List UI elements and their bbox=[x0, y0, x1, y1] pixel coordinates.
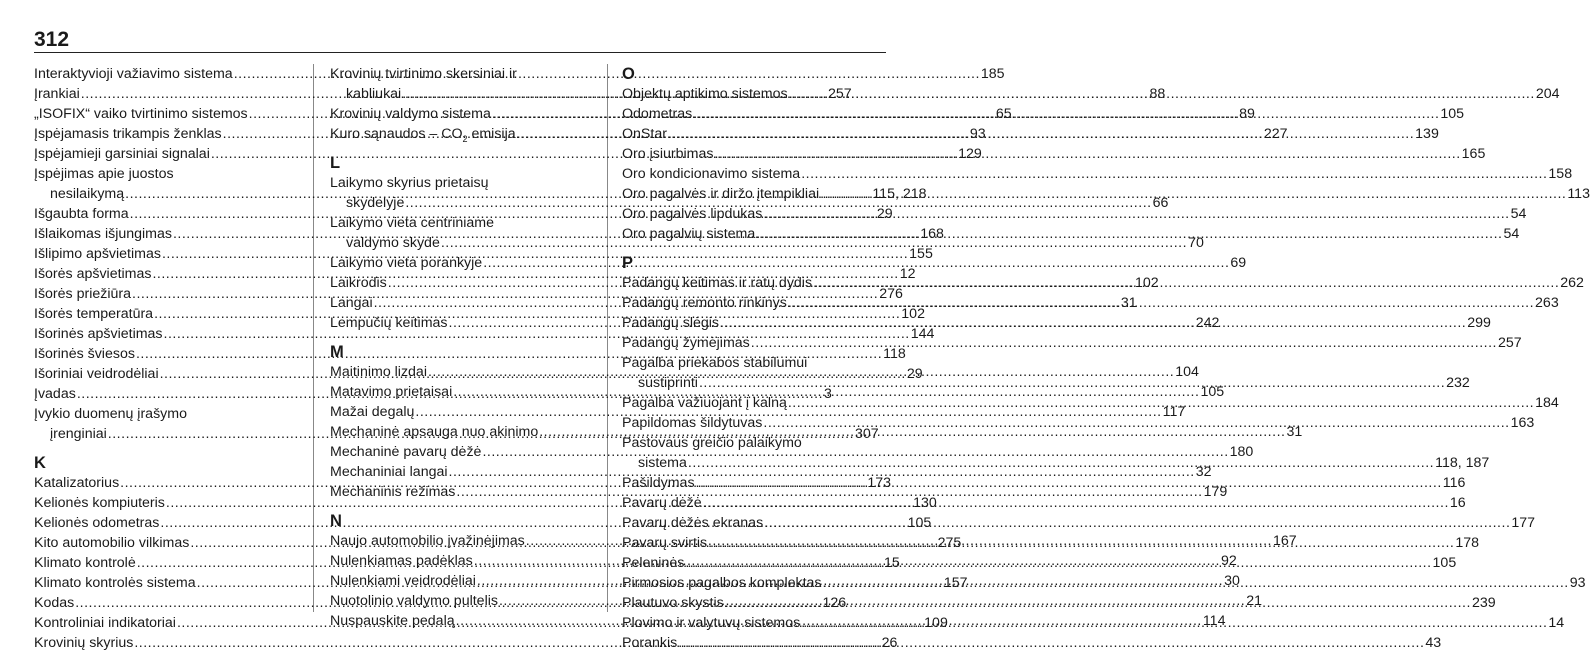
entry-label: Krovinių skyrius bbox=[34, 635, 134, 651]
entry-page-ref: 88 bbox=[1149, 86, 1166, 102]
entry-page-ref: 21 bbox=[1246, 593, 1262, 609]
entry-label: Nuotolinio valdymo pultelis bbox=[330, 593, 498, 609]
entry-label: kabliukai bbox=[346, 86, 402, 102]
entry-label: Pirmosios pagalbos komplektas bbox=[622, 575, 822, 591]
entry-label: valdymo skyde bbox=[346, 235, 440, 251]
entry-label: Įrankiai bbox=[34, 86, 80, 102]
dot-leader bbox=[787, 393, 1535, 413]
entry-page-ref: 32 bbox=[1195, 464, 1212, 480]
entry-page-ref: 102 bbox=[1135, 275, 1159, 291]
entry-label: Išoriniai veidrodėliai bbox=[34, 366, 159, 382]
dot-leader bbox=[724, 593, 1472, 613]
header-rule bbox=[34, 52, 886, 53]
entry-page-ref: 179 bbox=[1203, 484, 1228, 500]
index-entry-heading: Laikymo skyrius prietaisų bbox=[330, 175, 489, 191]
entry-page-ref: 109 bbox=[924, 615, 948, 631]
entry-label: Išorinės apšvietimas bbox=[34, 326, 163, 342]
entry-page-ref: 93 bbox=[1569, 575, 1586, 591]
entry-label: Kontroliniai indikatoriai bbox=[34, 615, 176, 631]
entry-page-ref: 185 bbox=[980, 66, 1005, 82]
section-letter: P bbox=[622, 254, 634, 272]
entry-page-ref: 242 bbox=[1195, 315, 1220, 331]
dot-leader bbox=[695, 473, 1443, 493]
entry-page-ref: 117 bbox=[1162, 404, 1186, 420]
index-entry bbox=[622, 164, 1573, 184]
entry-page-ref: 173 bbox=[867, 475, 892, 491]
entry-label: Maitinimo lizdai bbox=[330, 364, 427, 380]
entry-label: Įspėjamasis trikampis ženklas bbox=[34, 126, 222, 142]
section-letter: N bbox=[330, 512, 342, 530]
section-letter: O bbox=[622, 65, 635, 83]
entry-label: Odometras bbox=[622, 106, 693, 122]
entry-page-ref: 26 bbox=[881, 635, 898, 651]
entry-label: Įspėjamieji garsiniai signalai bbox=[34, 146, 210, 162]
entry-label: Išorinės šviesos bbox=[34, 346, 135, 362]
entry-label: Porankis bbox=[622, 635, 678, 651]
entry-page-ref: 158 bbox=[1548, 166, 1573, 182]
entry-page-ref: 104 bbox=[1175, 364, 1199, 380]
entry-label: Interaktyvioji važiavimo sistema bbox=[34, 66, 233, 82]
entry-label: Laikrodis bbox=[330, 275, 387, 291]
entry-page-ref: 54 bbox=[1510, 206, 1527, 222]
dot-leader bbox=[762, 413, 1510, 433]
dot-leader bbox=[692, 104, 1440, 124]
dot-leader bbox=[819, 184, 1567, 204]
entry-label: Langai bbox=[330, 295, 373, 311]
entry-page-ref: 118, 187 bbox=[1435, 455, 1490, 471]
entry-label: Pašildymas bbox=[622, 475, 695, 491]
entry-page-ref: 307 bbox=[855, 426, 879, 442]
entry-page-ref: 178 bbox=[1455, 535, 1480, 551]
entry-label: Oro įsiurbimas bbox=[622, 146, 714, 162]
entry-label: Plovimo ir valytuvų sistemos bbox=[622, 615, 801, 631]
entry-label: Mechaniniai langai bbox=[330, 464, 448, 480]
entry-page-ref: 257 bbox=[827, 86, 852, 102]
section-letter: K bbox=[34, 454, 46, 472]
entry-page-ref: 129 bbox=[958, 146, 982, 162]
dot-leader bbox=[787, 293, 1535, 313]
entry-page-ref: 167 bbox=[1273, 533, 1297, 549]
entry-label: sistema bbox=[638, 455, 687, 471]
dot-leader bbox=[707, 533, 1455, 553]
entry-page-ref: 257 bbox=[1497, 335, 1522, 351]
entry-label: Laikymo vieta porankyje bbox=[330, 255, 483, 271]
entry-page-ref: 115, 218 bbox=[872, 186, 927, 202]
entry-label: Krovinių valdymo sistema bbox=[330, 106, 491, 122]
entry-page-ref: 66 bbox=[1152, 195, 1169, 211]
dot-leader bbox=[762, 204, 1510, 224]
entry-page-ref: 12 bbox=[899, 266, 916, 282]
entry-label: Pavarų dėžės ekranas bbox=[622, 515, 764, 531]
entry-page-ref: 126 bbox=[822, 595, 847, 611]
entry-label: Objektų aptikimo sistemos bbox=[622, 86, 788, 102]
dot-leader bbox=[667, 124, 1415, 144]
entry-page-ref: 105 bbox=[1440, 106, 1465, 122]
entry-label: Peleninės bbox=[622, 555, 685, 571]
entry-page-ref: 15 bbox=[883, 555, 900, 571]
dot-leader bbox=[702, 493, 1450, 513]
entry-label: Kito automobilio vilkimas bbox=[34, 535, 190, 551]
entry-label: Papildomas šildytuvas bbox=[622, 415, 763, 431]
entry-page-ref: 14 bbox=[1548, 615, 1565, 631]
dot-leader bbox=[713, 144, 1461, 164]
dot-leader bbox=[763, 513, 1511, 533]
dot-leader bbox=[755, 224, 1503, 244]
entry-label: Išorės apšvietimas bbox=[34, 266, 152, 282]
entry-label: Pagalba važiuojant į kalną bbox=[622, 395, 787, 411]
entry-label: Padangų remonto rinkinys bbox=[622, 295, 787, 311]
entry-page-ref: 116 bbox=[1442, 475, 1466, 491]
entry-page-ref: 29 bbox=[906, 366, 923, 382]
dot-leader bbox=[800, 613, 1548, 633]
entry-label: Pavarų svirtis bbox=[622, 535, 708, 551]
entry-page-ref: 144 bbox=[910, 326, 935, 342]
entry-page-ref: 262 bbox=[1560, 275, 1584, 291]
entry-label: Kelionės kompiuteris bbox=[34, 495, 165, 511]
entry-label: Kodas bbox=[34, 595, 75, 611]
entry-label: Naujo automobilio įvažinėjimas bbox=[330, 533, 525, 549]
dot-leader bbox=[687, 453, 1435, 473]
entry-page-ref: 263 bbox=[1535, 295, 1559, 311]
entry-page-ref: 118 bbox=[883, 346, 906, 362]
entry-page-ref: 130 bbox=[913, 495, 937, 511]
entry-page-ref: 89 bbox=[1239, 106, 1255, 122]
entry-label: Padangų slėgis bbox=[622, 315, 720, 331]
entry-page-ref: 177 bbox=[1511, 515, 1536, 531]
entry-page-ref: 69 bbox=[1230, 255, 1247, 271]
entry-label: Kuro sąnaudos – $CO_2$ emisija bbox=[330, 126, 516, 144]
entry-page-ref: 102 bbox=[901, 306, 925, 322]
entry-label: Padangų žymėjimas bbox=[622, 335, 750, 351]
entry-page-ref: 204 bbox=[1535, 86, 1560, 102]
section-letter: M bbox=[330, 343, 344, 361]
entry-page-ref: 65 bbox=[995, 106, 1012, 122]
dot-leader bbox=[698, 373, 1446, 393]
entry-page-ref: 232 bbox=[1446, 375, 1470, 391]
entry-page-ref: 16 bbox=[1449, 495, 1466, 511]
entry-page-ref: 92 bbox=[1220, 553, 1237, 569]
entry-page-ref: 157 bbox=[943, 575, 968, 591]
entry-label: Oro pagalvių sistema bbox=[622, 226, 756, 242]
entry-page-ref: 30 bbox=[1224, 573, 1240, 589]
entry-page-ref: 105 bbox=[907, 515, 932, 531]
entry-label: Matavimo prietaisai bbox=[330, 384, 453, 400]
entry-label: Lempučių keitimas bbox=[330, 315, 448, 331]
index-entry-heading: Pagalba priekabos stabilumui bbox=[622, 355, 808, 371]
dot-leader bbox=[719, 313, 1467, 333]
entry-label: Mažai degalų bbox=[330, 404, 415, 420]
entry-label: sustiprinti bbox=[638, 375, 698, 391]
entry-page-ref: 43 bbox=[1425, 635, 1442, 651]
entry-page-ref: 105 bbox=[1432, 555, 1457, 571]
entry-label: Išorės temperatūra bbox=[34, 306, 154, 322]
entry-label: Kelionės odometras bbox=[34, 515, 160, 531]
entry-label: Pavarų dėžė bbox=[622, 495, 702, 511]
entry-label: Klimato kontrolės sistema bbox=[34, 575, 196, 591]
entry-page-ref: 139 bbox=[1415, 126, 1439, 142]
dot-leader bbox=[750, 333, 1498, 353]
entry-page-ref: 3 bbox=[824, 386, 832, 402]
dot-leader bbox=[684, 553, 1432, 573]
index-entry-heading: Krovinių tvirtinimo skersiniai ir bbox=[330, 66, 517, 82]
entry-label: Oro pagalvės lipdukas bbox=[622, 206, 763, 222]
entry-label: Mechaninė pavarų dėžė bbox=[330, 444, 482, 460]
entry-page-ref: 163 bbox=[1510, 415, 1535, 431]
entry-label: Plautuvo skystis bbox=[622, 595, 724, 611]
dot-leader bbox=[677, 633, 1425, 653]
entry-page-ref: 184 bbox=[1535, 395, 1559, 411]
dot-leader bbox=[788, 84, 1536, 104]
entry-label: nesilaikymą bbox=[50, 186, 125, 202]
entry-label: Oro pagalvės ir diržo įtempikliai bbox=[622, 186, 820, 202]
entry-page-ref: 227 bbox=[1263, 126, 1288, 142]
entry-page-ref: 299 bbox=[1467, 315, 1491, 331]
index-entry-heading: Pastovaus greičio palaikymo bbox=[622, 435, 802, 451]
entry-label: Įvadas bbox=[34, 386, 76, 402]
entry-label: įrenginiai bbox=[50, 426, 107, 442]
section-letter: L bbox=[330, 154, 341, 172]
index-entry-heading: Įvykio duomenų įrašymo bbox=[34, 406, 187, 422]
entry-label: Katalizatorius bbox=[34, 475, 120, 491]
entry-label: „ISOFIX“ vaiko tvirtinimo sistemos bbox=[34, 106, 248, 122]
entry-page-ref: 29 bbox=[876, 206, 893, 222]
entry-label: Mechaninė apsauga nuo akinimo bbox=[330, 424, 539, 440]
entry-page-ref: 114 bbox=[1202, 613, 1226, 629]
entry-page-ref: 31 bbox=[1120, 295, 1137, 311]
entry-page-ref: 54 bbox=[1503, 226, 1520, 242]
entry-label: Išgaubta forma bbox=[34, 206, 129, 222]
page-number: 312 bbox=[34, 28, 70, 51]
entry-page-ref: 93 bbox=[969, 126, 986, 142]
entry-label: Išlaikomas išjungimas bbox=[34, 226, 172, 242]
dot-leader bbox=[800, 164, 1548, 184]
index-entry-heading: Laikymo vieta centriniame bbox=[330, 215, 495, 231]
entry-page-ref: 70 bbox=[1188, 235, 1204, 251]
entry-label: Nuspauskite pedalą bbox=[330, 613, 455, 629]
entry-label: skydelyje bbox=[346, 195, 405, 211]
entry-label: Oro kondicionavimo sistema bbox=[622, 166, 801, 182]
entry-page-ref: 168 bbox=[920, 226, 944, 242]
dot-leader bbox=[812, 273, 1560, 293]
entry-label: Išorės priežiūra bbox=[34, 286, 131, 302]
entry-page-ref: 239 bbox=[1471, 595, 1496, 611]
entry-page-ref: 105 bbox=[1200, 384, 1225, 400]
entry-label: Nulenkiami veidrodėliai bbox=[330, 573, 476, 589]
entry-page-ref: 165 bbox=[1461, 146, 1486, 162]
entry-label: Nulenkiamas padėklas bbox=[330, 553, 473, 569]
entry-label: Mechaninis režimas bbox=[330, 484, 456, 500]
dot-leader bbox=[822, 573, 1570, 593]
entry-page-ref: 155 bbox=[909, 246, 933, 262]
entry-page-ref: 276 bbox=[879, 286, 903, 302]
entry-page-ref: 180 bbox=[1229, 444, 1254, 460]
entry-label: OnStar bbox=[622, 126, 667, 142]
entry-label: Klimato kontrolė bbox=[34, 555, 136, 571]
entry-page-ref: 113 bbox=[1567, 186, 1590, 202]
entry-page-ref: 31 bbox=[1286, 424, 1303, 440]
index-entry-heading: Įspėjimas apie juostos bbox=[34, 166, 174, 182]
entry-label: Išlipimo apšvietimas bbox=[34, 246, 161, 262]
entry-label: Padangų keitimas ir ratų dydis bbox=[622, 275, 813, 291]
entry-page-ref: 275 bbox=[937, 535, 962, 551]
